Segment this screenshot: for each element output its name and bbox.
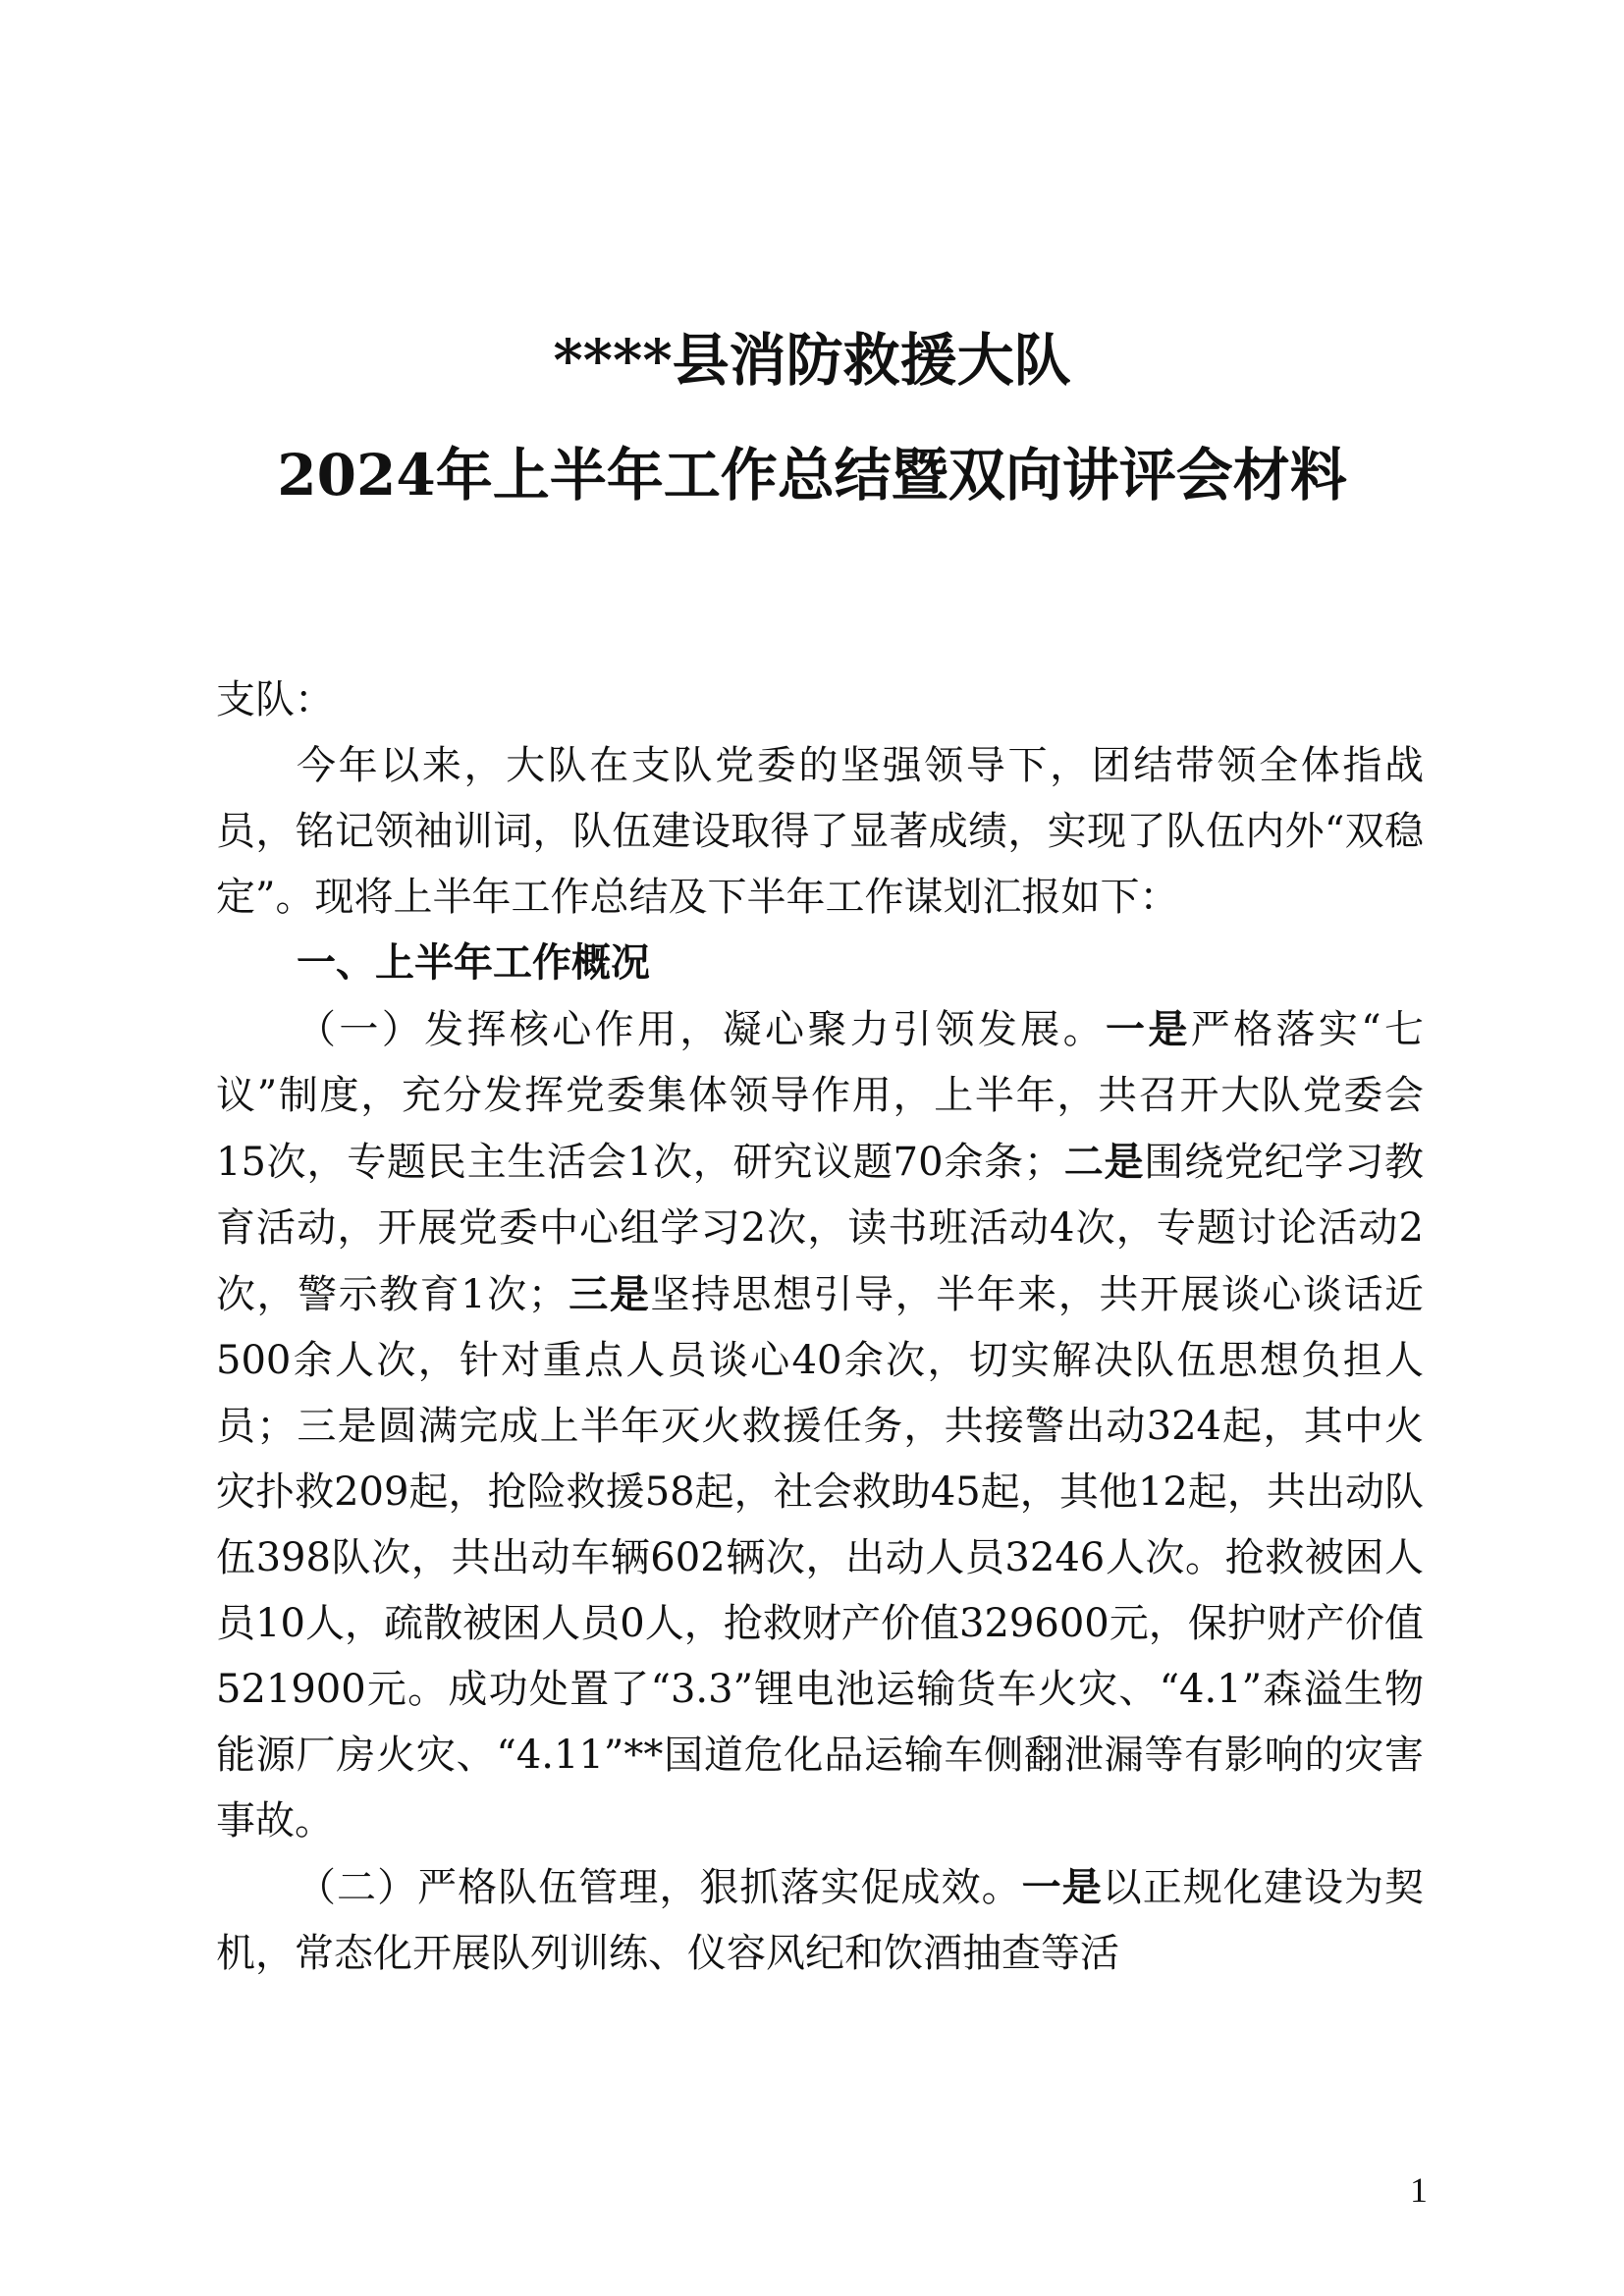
paragraph-2	[216, 1854, 1424, 1987]
title-line-2: 2024年上半年工作总结暨双向讲评会材料	[277, 442, 1347, 508]
intro-paragraph: 今年以来，大队在支队党委的坚强领导下，团结带领全体指战员，铭记领袖训词，队伍建设取得了显著成绩，实现了队伍内外“双稳定”。现将上半年工作总结及下半年工作谋划汇报如下：	[216, 743, 1424, 920]
section-heading: 一、上半年工作概况	[297, 940, 650, 986]
marker-3: 三是	[567, 1271, 651, 1317]
paragraph-1-text-2: 围绕党纪学习教育活动，开展党委中心组学习2次，读书班活动4次，专题讨论活动2次，警示教育1次；	[216, 1140, 1425, 1317]
salutation: 支队：	[216, 677, 334, 722]
paragraph-1	[216, 996, 1424, 1854]
paragraph-1-heading: （一）发挥核心作用，凝心聚力引领发展。	[297, 1007, 1106, 1052]
paragraph-2-text-1: 以正规化建设为契机，常态化开展队列训练、仪容风纪和饮酒抽查等活	[216, 1865, 1425, 1976]
marker-4: 一是	[1021, 1864, 1103, 1910]
marker-1: 一是	[1105, 1006, 1191, 1052]
paragraph-2-heading: （二）严格队伍管理，狠抓落实促成效。	[297, 1865, 1022, 1910]
paragraph-1-text-3: 坚持思想引导，半年来，共开展谈心谈话近500余人次，针对重点人员谈心40余次，切实解决队伍思想负担人员；三是圆满完成上半年灭火救援任务，共接警出动324起，其中火灾扑救209起，抢险救援58起，社会救助45起，其他12起，共出动队伍398队次，共出动车辆602辆次，出动人员3246人次。抢救被困人员10人，疏散被困人员0人，抢救财产价值329600元，保护财产价值521900元。成功处置了“3.3”锂电池运输货车火灾、“4.1”森溢生物能源厂房火灾、“4.11”**国道危化品运输车侧翻泄漏等有影响的灾害事故。	[216, 1272, 1425, 1843]
marker-2: 二是	[1062, 1139, 1145, 1185]
title-line-1: ****县消防救援大队	[553, 327, 1071, 394]
document-body	[216, 667, 1424, 1987]
paragraph-1-text-1: 严格落实“七议”制度，充分发挥党委集体领导作用，上半年，共召开大队党委会15次，专题民主生活会1次，研究议题70余条；	[216, 1007, 1425, 1185]
page-number: 1	[1410, 2170, 1428, 2210]
